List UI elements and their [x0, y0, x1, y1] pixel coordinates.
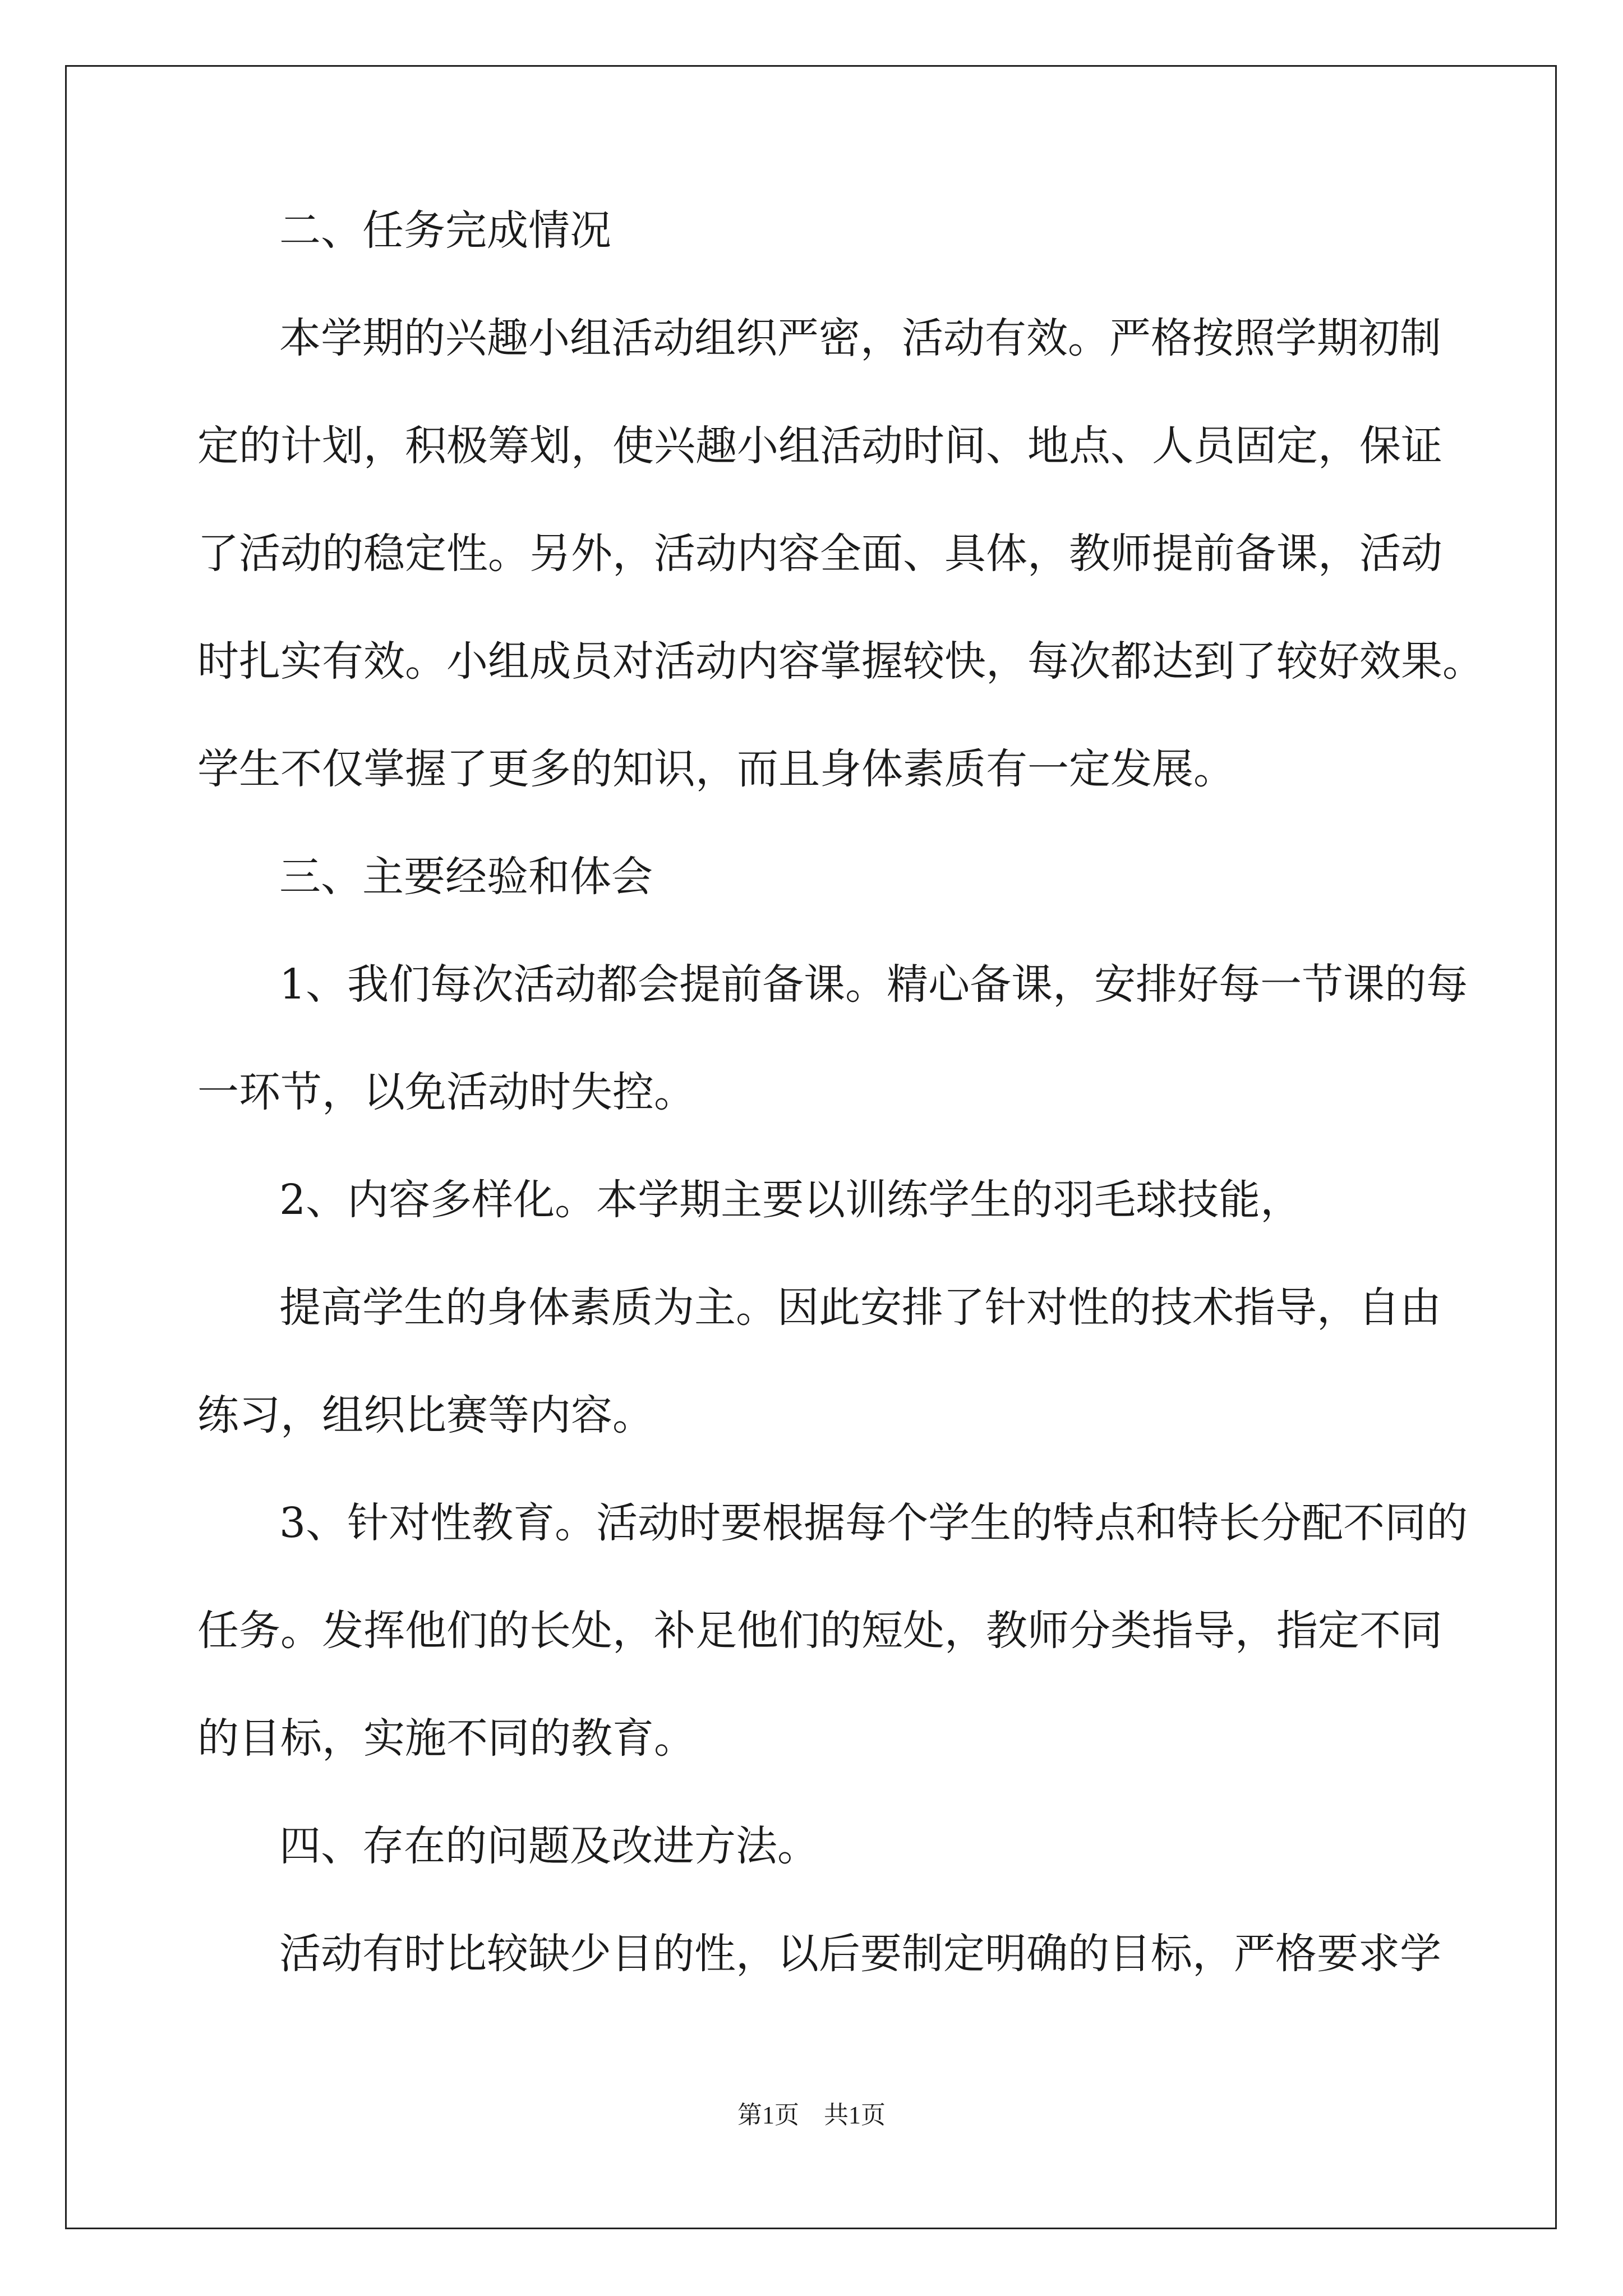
paragraph-line: 定的计划，积极筹划，使兴趣小组活动时间、地点、人员固定，保证 [197, 422, 1442, 470]
paragraph-line: 2、内容多样化。本学期主要以训练学生的羽毛球技能， [279, 1176, 1302, 1224]
heading-problems: 四、存在的问题及改进方法。 [279, 1822, 819, 1870]
paragraph-line: 本学期的兴趣小组活动组织严密，活动有效。严格按照学期初制 [279, 314, 1441, 362]
paragraph-line: 练习，组织比赛等内容。 [197, 1391, 654, 1439]
paragraph-line: 学生不仅掌握了更多的知识，而且身体素质有一定发展。 [197, 745, 1235, 793]
heading-experience: 三、主要经验和体会 [279, 853, 653, 901]
page-border [65, 65, 1557, 2229]
paragraph-line: 1、我们每次活动都会提前备课。精心备课，安排好每一节课的每 [279, 960, 1468, 1009]
paragraph-line: 一环节，以免活动时失控。 [197, 1068, 695, 1116]
paragraph-line: 3、针对性教育。活动时要根据每个学生的特点和特长分配不同的 [279, 1499, 1468, 1547]
heading-task-completion: 二、任务完成情况 [279, 206, 611, 255]
paragraph-line: 时扎实有效。小组成员对活动内容掌握较快，每次都达到了较好效果。 [197, 637, 1484, 685]
paragraph-line: 任务。发挥他们的长处，补足他们的短处，教师分类指导，指定不同 [197, 1607, 1442, 1655]
paragraph-line: 的目标，实施不同的教育。 [197, 1714, 695, 1763]
page-footer: 第1页 共1页 [737, 2101, 886, 2129]
paragraph-line: 了活动的稳定性。另外，活动内容全面、具体，教师提前备课，活动 [197, 530, 1442, 578]
paragraph-line: 活动有时比较缺少目的性，以后要制定明确的目标，严格要求学 [279, 1930, 1441, 1978]
paragraph-line: 提高学生的身体素质为主。因此安排了针对性的技术指导，自由 [279, 1283, 1441, 1332]
